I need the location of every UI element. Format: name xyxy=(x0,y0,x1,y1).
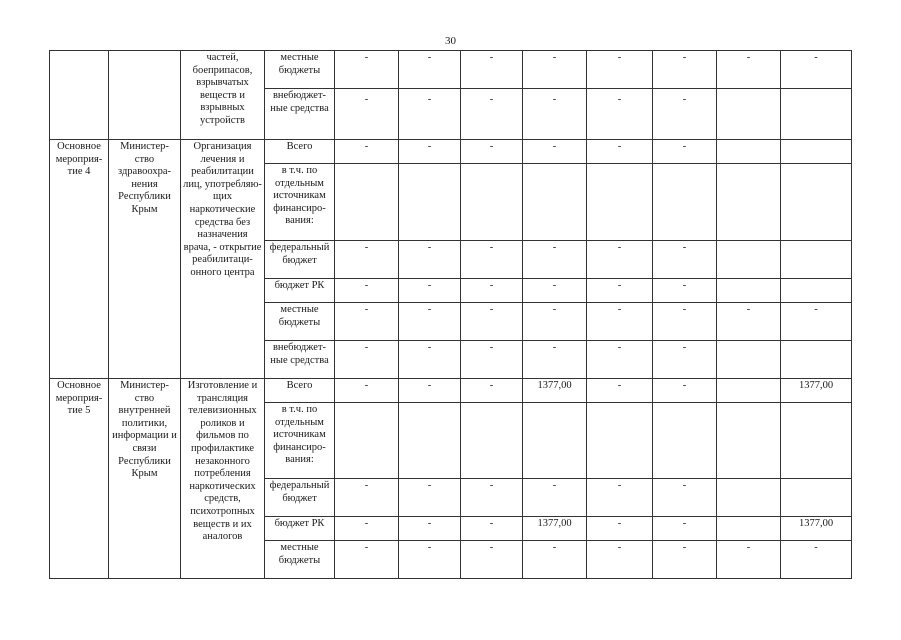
table-cell: - xyxy=(653,89,717,140)
table-cell: - xyxy=(587,479,653,517)
table-cell xyxy=(781,140,852,164)
table-cell: - xyxy=(399,341,461,379)
table-cell xyxy=(781,341,852,379)
table-cell xyxy=(653,164,717,241)
source-label: внебюджет-ные средства xyxy=(265,89,335,140)
table-cell xyxy=(717,403,781,479)
table-cell: - xyxy=(587,51,653,89)
table-cell: - xyxy=(717,541,781,579)
source-label: Всего xyxy=(265,379,335,403)
table-cell: - xyxy=(335,279,399,303)
table-row xyxy=(50,140,852,164)
table-cell: - xyxy=(653,341,717,379)
table-cell xyxy=(781,403,852,479)
table-cell: - xyxy=(587,541,653,579)
table-cell: - xyxy=(335,140,399,164)
table-cell: - xyxy=(781,541,852,579)
executor-name: Министер-ство внутренней политики, информации и связи Республики Крым xyxy=(109,379,181,579)
table-cell: - xyxy=(399,241,461,279)
event-cell xyxy=(50,51,109,140)
source-label: федеральный бюджет xyxy=(265,241,335,279)
table-cell xyxy=(717,517,781,541)
budget-value: 1377,00 xyxy=(781,517,852,541)
budget-value: 1377,00 xyxy=(523,517,587,541)
table-cell xyxy=(653,403,717,479)
table-cell: - xyxy=(461,479,523,517)
table-cell: - xyxy=(523,89,587,140)
table-cell xyxy=(781,479,852,517)
table-cell: - xyxy=(653,279,717,303)
table-cell: - xyxy=(653,303,717,341)
table-cell: - xyxy=(587,279,653,303)
event-description: Изготовление и трансляция телевизионных роликов и фильмов по профилактике незаконного потребления наркотических средств, психотропных веществ и их аналогов xyxy=(181,379,265,579)
table-cell: - xyxy=(653,379,717,403)
table-row xyxy=(50,379,852,403)
table-cell xyxy=(717,379,781,403)
table-cell: - xyxy=(461,541,523,579)
table-cell: - xyxy=(335,51,399,89)
table-cell xyxy=(399,403,461,479)
table-cell xyxy=(523,403,587,479)
source-label: местные бюджеты xyxy=(265,303,335,341)
source-label: бюджет РК xyxy=(265,279,335,303)
table-cell: - xyxy=(587,241,653,279)
table-cell xyxy=(587,403,653,479)
table-cell xyxy=(717,341,781,379)
table-cell: - xyxy=(335,303,399,341)
table-cell: - xyxy=(587,89,653,140)
source-label: Всего xyxy=(265,140,335,164)
table-cell: - xyxy=(523,140,587,164)
funding-table xyxy=(49,50,852,579)
event-description: частей, боеприпасов, взрывчатых веществ и взрывных устройств xyxy=(181,51,265,140)
table-cell: - xyxy=(461,89,523,140)
table-cell: - xyxy=(335,89,399,140)
total-value: 1377,00 xyxy=(781,379,852,403)
table-cell: - xyxy=(717,51,781,89)
table-cell: - xyxy=(523,279,587,303)
table-cell xyxy=(587,164,653,241)
table-cell: - xyxy=(399,279,461,303)
table-cell xyxy=(781,279,852,303)
source-label: бюджет РК xyxy=(265,517,335,541)
table-cell xyxy=(717,241,781,279)
table-cell: - xyxy=(399,303,461,341)
table-cell: - xyxy=(399,89,461,140)
table-cell: - xyxy=(587,517,653,541)
executor-cell xyxy=(109,51,181,140)
table-cell: - xyxy=(523,241,587,279)
source-label: местные бюджеты xyxy=(265,51,335,89)
table-cell: - xyxy=(335,479,399,517)
table-cell: - xyxy=(587,341,653,379)
table-cell: - xyxy=(653,241,717,279)
table-cell: - xyxy=(523,51,587,89)
table-cell xyxy=(461,403,523,479)
event-title: Основное мероприя-тие 5 xyxy=(50,379,109,579)
table-cell: - xyxy=(399,51,461,89)
executor-name: Министер-ство здравоохра-нения Республики Крым xyxy=(109,140,181,379)
table-cell: - xyxy=(399,479,461,517)
table-cell xyxy=(781,89,852,140)
table-cell: - xyxy=(523,303,587,341)
table-cell: - xyxy=(653,51,717,89)
table-cell: - xyxy=(653,140,717,164)
table-cell xyxy=(335,403,399,479)
table-cell xyxy=(717,164,781,241)
source-label: в т.ч. по отдельным источникам финансиро-вания: xyxy=(265,164,335,241)
table-cell: - xyxy=(461,303,523,341)
total-value: 1377,00 xyxy=(523,379,587,403)
table-cell xyxy=(781,241,852,279)
table-cell: - xyxy=(461,51,523,89)
page-number: 30 xyxy=(445,35,456,47)
table-cell xyxy=(523,164,587,241)
table-cell: - xyxy=(781,51,852,89)
source-label: федеральный бюджет xyxy=(265,479,335,517)
table-cell: - xyxy=(587,303,653,341)
table-cell xyxy=(399,164,461,241)
table-cell: - xyxy=(335,379,399,403)
table-cell: - xyxy=(717,303,781,341)
source-label: в т.ч. по отдельным источникам финансиро-вания: xyxy=(265,403,335,479)
table-cell xyxy=(717,479,781,517)
table-cell: - xyxy=(335,341,399,379)
table-cell xyxy=(717,140,781,164)
table-cell: - xyxy=(461,279,523,303)
event-title: Основное мероприя-тие 4 xyxy=(50,140,109,379)
table-cell: - xyxy=(653,479,717,517)
table-cell: - xyxy=(653,517,717,541)
table-cell: - xyxy=(335,241,399,279)
table-cell: - xyxy=(461,241,523,279)
table-cell xyxy=(335,164,399,241)
source-label: внебюджет-ные средства xyxy=(265,341,335,379)
table-cell xyxy=(717,89,781,140)
table-cell: - xyxy=(523,341,587,379)
table-cell: - xyxy=(587,140,653,164)
table-cell: - xyxy=(523,479,587,517)
table-cell xyxy=(717,279,781,303)
source-label: местные бюджеты xyxy=(265,541,335,579)
table-cell: - xyxy=(523,541,587,579)
table-row xyxy=(50,51,852,89)
table-cell: - xyxy=(399,379,461,403)
table-cell: - xyxy=(399,140,461,164)
table-cell: - xyxy=(461,341,523,379)
table-cell: - xyxy=(461,140,523,164)
table-cell: - xyxy=(335,541,399,579)
table-cell: - xyxy=(461,379,523,403)
table-cell: - xyxy=(781,303,852,341)
table-cell xyxy=(461,164,523,241)
table-cell: - xyxy=(399,541,461,579)
table-cell: - xyxy=(335,517,399,541)
table-cell xyxy=(781,164,852,241)
event-description: Организация лечения и реабилитации лиц, употребляю-щих наркотические средства без назначения врача, - открытие реабилитаци-онного центра xyxy=(181,140,265,379)
table-cell: - xyxy=(653,541,717,579)
table-cell: - xyxy=(587,379,653,403)
table-cell: - xyxy=(461,517,523,541)
table-cell: - xyxy=(399,517,461,541)
